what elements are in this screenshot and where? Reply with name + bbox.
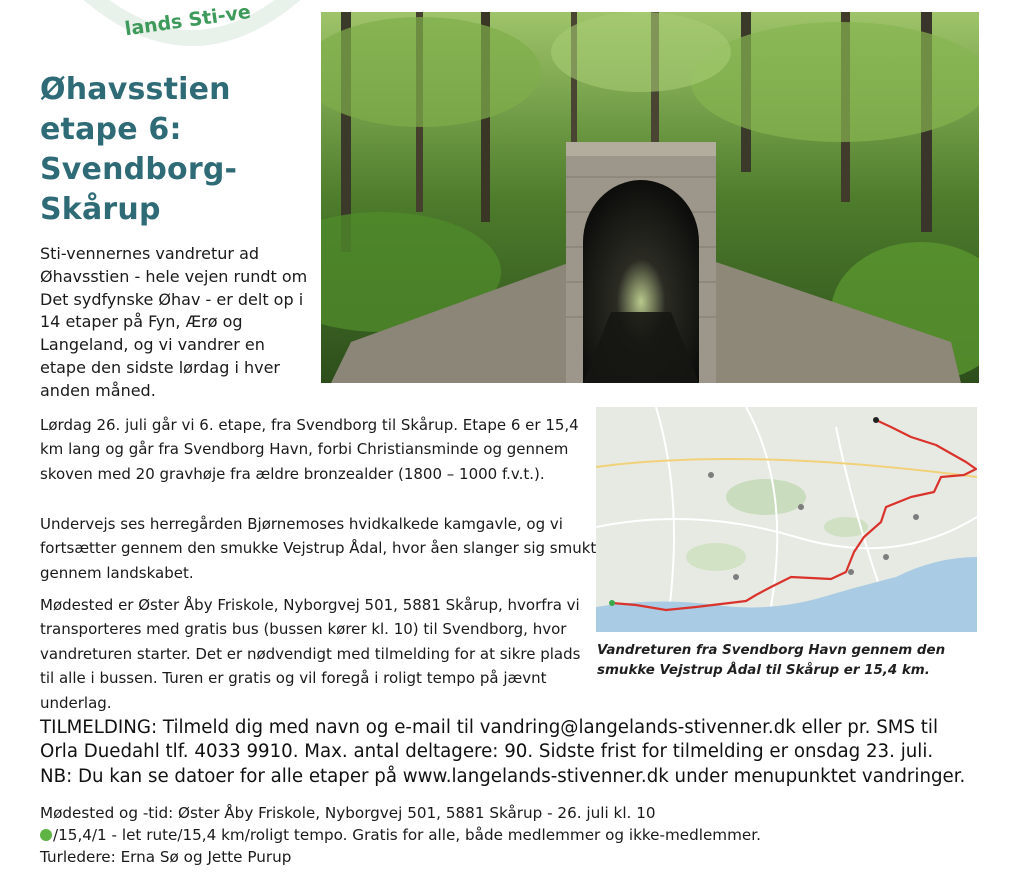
tunnel-photo <box>321 12 979 383</box>
title-line: Skårup <box>40 192 161 227</box>
title-line: Svendborg- <box>40 152 238 187</box>
signup-line: TILMELDING: Tilmeld dig med navn og e-mail til vandring@langelands-stivenner.dk eller pr. SMS til <box>40 717 939 738</box>
body-paragraph: Mødested er Øster Åby Friskole, Nyborgvej 501, 5881 Skårup, hvorfra vi transporteres med gratis bus (bussen kører kl. 10) til Svendborg, hvor vandreturen starter. Det er nødvendigt med tilmelding for at sikre plads til alle i bussen. Turen er gratis og vil foregå i roligt tempo på jævnt underlag. <box>40 596 581 712</box>
event-details <box>40 802 990 868</box>
body-paragraph: Undervejs ses herregården Bjørnemoses hvidkalkede kamgavle, og vi fortsætter gennem den smukke Vejstrup Ådal, hvor åen slanger sig smukt gennem landskabet. <box>40 515 597 582</box>
title-line: Øhavsstien <box>40 72 231 107</box>
signup-line: Orla Duedahl tlf. 4033 9910. Max. antal deltagere: 90. Sidste frist for tilmelding er onsdag 23. juli. <box>40 741 934 763</box>
title-line: etape 6: <box>40 112 182 147</box>
green-dot-icon <box>40 829 52 841</box>
intro-text: Sti-vennernes vandretur ad Øhavsstien - hele vejen rundt om Det sydfynske Øhav - er delt op i 14 etaper på Fyn, Ærø og Langeland, og vi vandrer en etape den sidste lørdag i hver anden måned. <box>40 244 308 400</box>
tour-leaders: Turledere: Erna Sø og Jette Purup <box>40 848 292 866</box>
body-paragraph: Lørdag 26. juli går vi 6. etape, fra Svendborg til Skårup. Etape 6 er 15,4 km lang og går fra Svendborg Havn, forbi Christiansminde og gennem skoven med 20 gravhøje fra ældre bronzealder (1800 – 1000 f.v.t.). <box>40 416 579 483</box>
page-title <box>40 70 237 230</box>
logo-text: lands Sti-ve <box>123 0 253 41</box>
map-caption: Vandreturen fra Svendborg Havn gennem den smukke Vejstrup Ådal til Skårup er 15,4 km. <box>597 643 946 678</box>
club-logo <box>72 0 312 48</box>
meeting-details: Mødested og -tid: Øster Åby Friskole, Nyborgvej 501, 5881 Skårup - 26. juli kl. 10 <box>40 804 656 822</box>
route-map <box>596 407 977 632</box>
difficulty-text: /15,4/1 - let rute/15,4 km/roligt tempo. Gratis for alle, både medlemmer og ikke-medlemmer. <box>53 826 761 844</box>
signup-info <box>40 716 1020 789</box>
signup-line: NB: Du kan se datoer for alle etaper på www.langelands-stivenner.dk under menupunktet vandringer. <box>40 765 966 787</box>
difficulty-line <box>40 824 990 846</box>
